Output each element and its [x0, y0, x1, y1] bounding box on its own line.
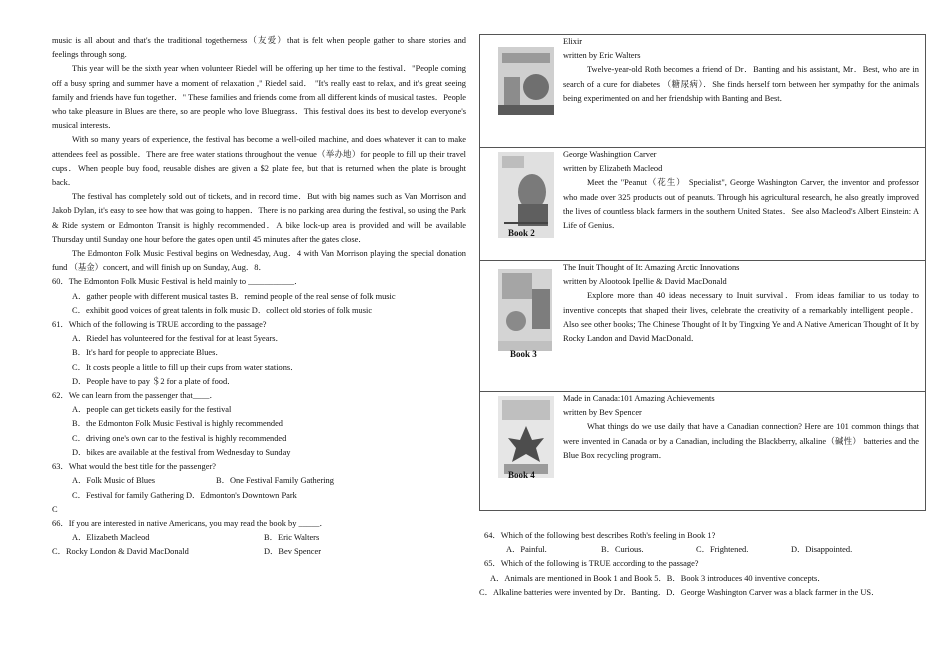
book-4 — [480, 392, 925, 510]
question-62-option-a: A．people can get tickets easily for the festival — [72, 405, 232, 415]
book-3 — [480, 261, 925, 392]
question-63-option-b: B．One Festival Family Gathering — [216, 476, 334, 486]
question-64-option-a: A．Painful. — [506, 545, 547, 555]
question-63-option-a: A．Folk Music of Blues — [72, 476, 156, 486]
question-64-options — [484, 543, 925, 557]
question-62-option-c: C．driving one's own car to the festival is highly recommended — [72, 433, 287, 443]
question-65: 65．Which of the following is TRUE according to the passage? — [484, 559, 699, 569]
question-63: 63．What would the best title for the passenger? — [52, 462, 216, 472]
book-4-description: What things do we use daily that have a Canadian connection? Here are 101 common things that were invented in Canada or by a Canadian, including the Blackberry, alkaline（碱性） batteries and the Blue Box recycling program． — [563, 422, 919, 460]
book-3-author: written by Alootook Ipellie & David MacDonald — [563, 277, 727, 287]
book-1-cover-image — [498, 47, 554, 115]
book-4-cover-image — [498, 396, 554, 478]
question-62-option-d: D．bikes are available at the festival from Wednesday to Sunday — [72, 447, 291, 457]
right-column — [479, 34, 925, 600]
question-61-option-b: B．It's hard for people to appreciate Blues． — [72, 348, 224, 358]
question-66-options-cd — [52, 545, 466, 559]
book-1-title: Elixir — [563, 37, 583, 46]
question-61-option-c: C．It costs people a little to fill up their cups from water stations． — [72, 362, 299, 372]
book-4-author: written by Bev Spencer — [563, 408, 642, 418]
question-64: 64．Which of the following best describes Roth's feeling in Book 1? — [484, 531, 716, 540]
book-1-description: Twelve-year-old Roth becomes a friend of Dr．Banting and his assistant, Mr．Best, who are in search of a cure for diabetes （糖尿病）．She finds herself torn between her sympathy for the animals being experimented on and her friendship with Banting and Best． — [563, 65, 919, 103]
book-1-author: written by Eric Walters — [563, 51, 641, 61]
question-60: 60．The Edmonton Folk Music Festival is held mainly to ___________． — [52, 277, 303, 287]
question-64-option-d: D．Disappointed. — [791, 545, 853, 555]
question-64-option-b: B．Curious. — [601, 545, 644, 555]
question-63-options-cd: C．Festival for family Gathering D．Edmonton's Downtown Park — [72, 490, 297, 500]
passage-paragraph-1: music is all about and that's the traditional togetherness（友爱）that is felt when people gather to share stories and feelings through song. — [52, 36, 466, 60]
book-3-title: The Inuit Thought of It: Amazing Arctic Innovations — [563, 263, 740, 272]
question-62-option-b: B．the Edmonton Folk Music Festival is highly recommended — [72, 419, 283, 429]
book-3-text — [563, 261, 925, 346]
book-4-title: Made in Canada:101 Amazing Achievements — [563, 394, 715, 403]
question-66: 66．If you are interested in native Americans, you may read the book by _____． — [52, 518, 328, 528]
passage-paragraph-3: With so many years of experience, the festival has become a well-oiled machine, and does whatever it can to make attendees feel as possible．There are free water stations throughout the venue（举办地）for people to fill up their travel cups．When people buy food, reusable dishes are given a $2 plate fee, but that is returned when the plate is brought back． — [52, 135, 466, 188]
book-4-text — [563, 392, 925, 463]
book-1 — [480, 35, 925, 148]
question-61-option-d: D．People have to pay ＄2 for a plate of food． — [72, 376, 236, 386]
section-c-heading: C — [52, 504, 58, 514]
right-questions — [479, 529, 925, 600]
question-61-option-a: A．Riedel has volunteered for the festival for at least 5years． — [72, 334, 284, 344]
question-66-option-c: C．Rocky London & David MacDonald — [52, 547, 189, 557]
book-3-cover-label: Book 3 — [510, 349, 537, 359]
book-2-description: Meet the "Peanut（花生） Specialist", George Washington Carver, the inventor and professor who made over 325 products out of peanuts. Through his agricultural research, he also greatly improved the lives of countless black farmers in the southern United States．See also Macleod's Albert Einstein: A Life of Genius． — [563, 178, 919, 231]
book-4-cover-label: Book 4 — [508, 470, 535, 480]
book-2-title: George Washingtion Carver — [563, 150, 657, 159]
passage-paragraph-2: This year will be the sixth year when volunteer Riedel will be offering up her time to the festival．"People coming off a busy spring and summer have a moment of relaxation ," Riedel said． "It's really east to relax, and it's great seeing family and friends have fun together．" These families and friends come from all different kinds of musical tastes．People who take pleasure in Blues are there, so are people who love Bluegrass．This festival does its best to develop everyone's musical interests． — [52, 64, 466, 131]
book-2-cover-label: Book 2 — [508, 228, 535, 238]
passage-paragraph-4: The festival has completely sold out of tickets, and in record time．But with big names such as Van Morrison and Jakob Dylan, it's easy to see how that was going to happen．There is no parking area during the festival, so using the Park & Ride system or Edmonton Transit is highly recommended．A bike lock-up area is provided and will be available Thursday until Sunday one hour before the gates open until 45 minutes after the gates close． — [52, 192, 466, 244]
left-column — [52, 34, 466, 560]
question-62: 62．We can learn from the passenger that____． — [52, 391, 218, 401]
book-2-author: written by Elizabeth Macleod — [563, 164, 663, 174]
question-63-options-ab — [52, 474, 466, 488]
book-list-box — [479, 34, 926, 511]
question-64-option-c: C．Frightened. — [696, 545, 749, 555]
question-66-option-d: D．Bev Spencer — [264, 547, 321, 557]
question-60-options-ab: A．gather people with different musical tastes B．remind people of the real sense of folk music — [72, 291, 396, 301]
question-66-option-b: B．Eric Walters — [264, 533, 320, 543]
question-65-options-cd: C．Alkaline batteries were invented by Dr．Banting．D．George Washington Carver was a black farmer in the US． — [479, 587, 880, 597]
book-2 — [480, 148, 925, 261]
book-1-text — [563, 35, 925, 106]
book-2-text — [563, 148, 925, 233]
question-66-options-ab — [52, 531, 466, 545]
question-65-options-ab: A．Animals are mentioned in Book 1 and Book 5．B．Book 3 introduces 40 inventive concepts． — [490, 573, 826, 583]
book-3-description: Explore more than 40 ideas necessary to Inuit survival．From ideas familiar to us today to inventive concepts that shaped their lives, celebrate the creativity of a remarkably intelligent people．Also see other books; The Chinese Thought of It by Tingxing Ye and A Native American Thought of It by Rocky Landon and David MacDonald． — [563, 291, 919, 344]
question-66-option-a: A．Elizabeth Macleod — [72, 533, 150, 543]
passage-paragraph-5: The Edmonton Folk Music Festival begins on Wednesday, Aug．4 with Van Morrison playing the special donation fund （基金）concert, and will finish up on Sunday, Aug．8． — [52, 249, 466, 273]
question-61: 61．Which of the following is TRUE according to the passage? — [52, 320, 267, 330]
book-3-cover-image — [498, 269, 552, 351]
question-60-options-cd: C．exhibit good voices of great talents in folk music D．collect old stories of folk music — [72, 305, 373, 315]
